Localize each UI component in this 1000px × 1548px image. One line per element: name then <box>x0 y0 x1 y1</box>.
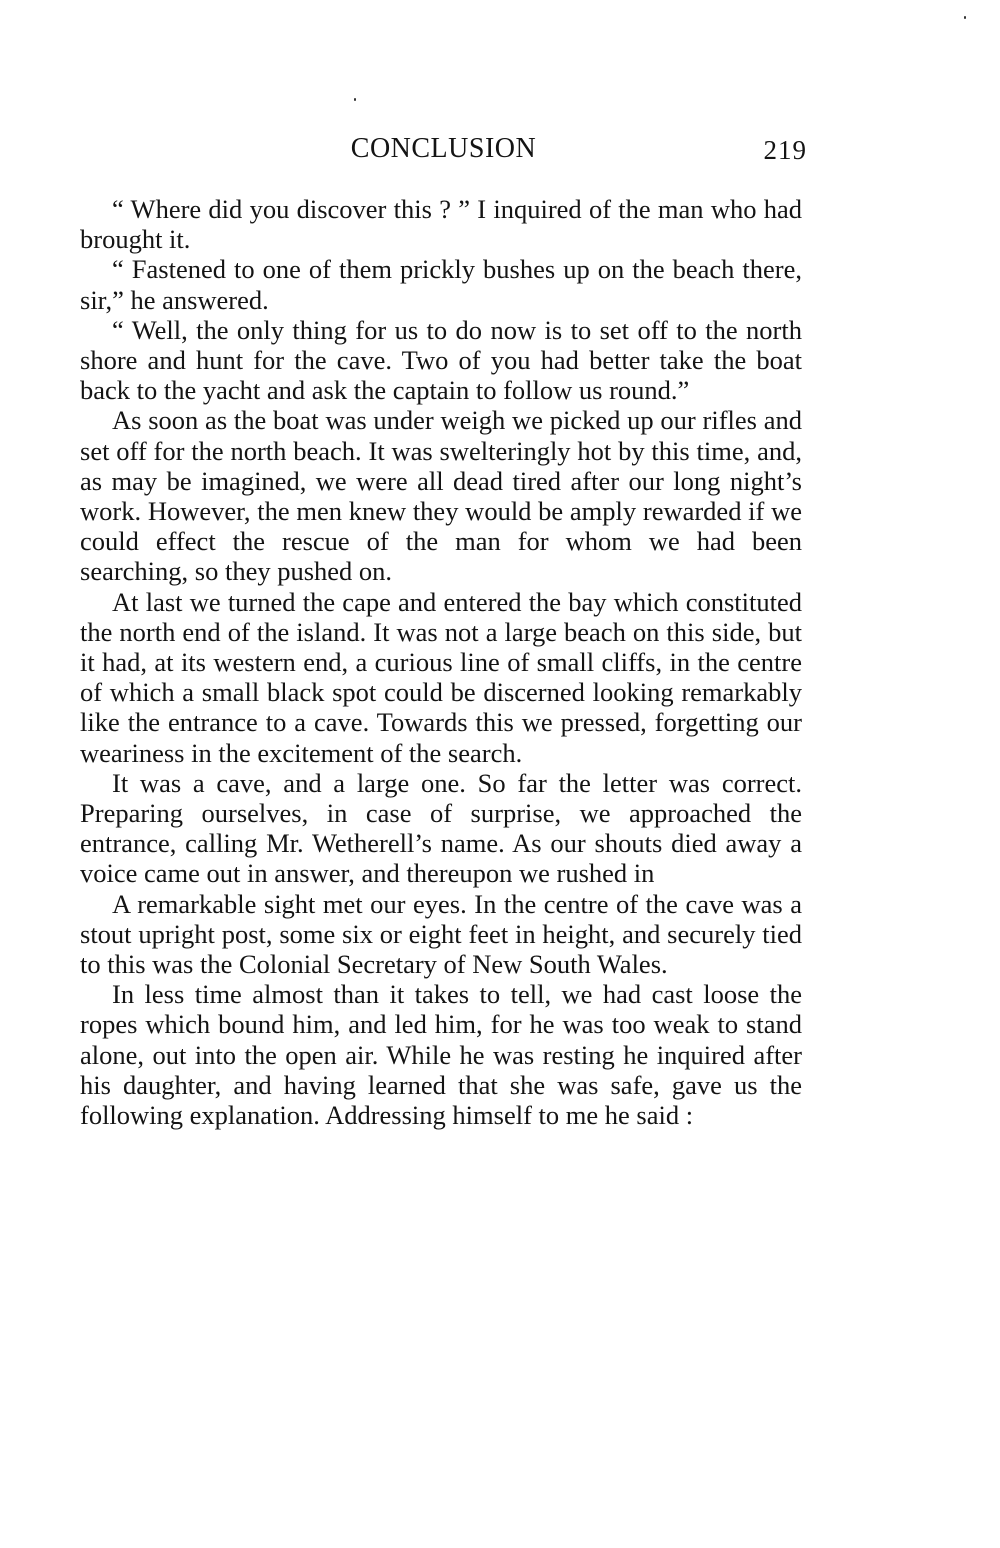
ink-speck <box>354 98 356 101</box>
paragraph: It was a cave, and a large one. So far the letter was correct. Preparing ourselves, in case of surprise, we approached the entrance, calling Mr. Wetherell’s name. As our shouts died away a voice came out in answer, and thereupon we rushed in <box>80 767 802 889</box>
paragraph: A remarkable sight met our eyes. In the centre of the cave was a stout upright post, some six or eight feet in height, and securely tied to this was the Colonial Secretary of New South Wales. <box>80 888 802 980</box>
running-head <box>80 133 807 169</box>
paragraph: As soon as the boat was under weigh we picked up our rifles and set off for the north beach. It was swelteringly hot by this time, and, as may be imagined, we were all dead tired after our long night’s work. However, the men knew they would be amply rewarded if we could effect the rescue of the man for whom we had been searching, so they pushed on. <box>80 405 802 587</box>
paragraph: “ Where did you discover this ? ” I inquired of the man who had brought it. <box>80 194 802 255</box>
ink-speck <box>964 16 966 19</box>
paragraph: “ Well, the only thing for us to do now is to set off to the north shore and hunt for the cave. Two of you had better take the boat back to the yacht and ask the captain to follow us round.” <box>80 314 802 406</box>
paragraph: In less time almost than it takes to tell, we had cast loose the ropes which bound him, and led him, for he was too weak to stand alone, out into the open air. While he was resting he inquired after his daughter, and having learned that she was safe, gave us the following explanation. Addressing himself to me he said : <box>80 979 802 1131</box>
paragraph: “ Fastened to one of them prickly bushes up on the beach there, sir,” he answered. <box>80 254 802 315</box>
body-text <box>80 194 802 1130</box>
chapter-title: CONCLUSION <box>350 133 537 164</box>
paragraph: At last we turned the cape and entered the bay which constituted the north end of the island. It was not a large beach on this side, but it had, at its western end, a curious line of small cliffs, in the centre of which a small black spot could be discerned looking remarkably like the entrance to a cave. Towards this we pressed, forgetting our weariness in the excitement of the search. <box>80 586 802 768</box>
page-number: 219 <box>763 135 807 165</box>
